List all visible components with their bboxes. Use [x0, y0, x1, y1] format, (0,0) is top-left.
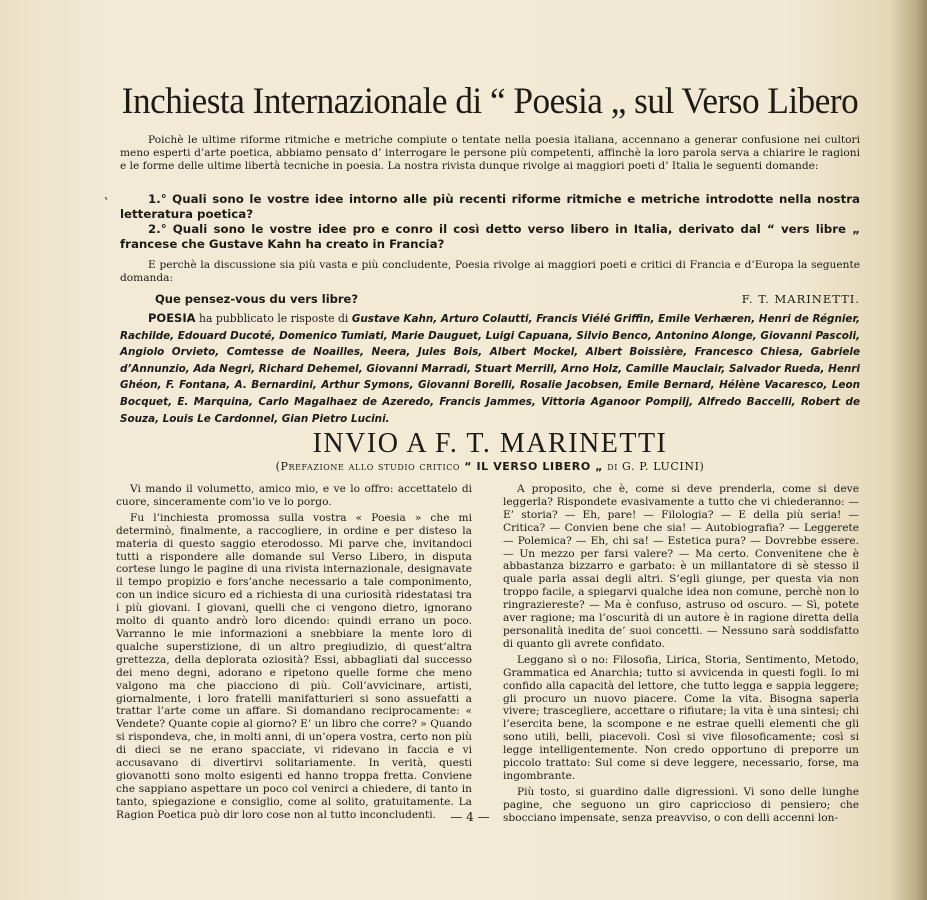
right-paragraph-3: Più tosto, si guardino dalle digressioni. Vi sono delle lunghe pagine, che seguono un giro capriccioso di pensiero; che sbocciano impensate, senza preavviso, o con delli accenni lon- — [503, 785, 859, 824]
respondents-list: Gustave Kahn, Arturo Colautti, Francis Viélé Griffin, Emile Verhæren, Henri de Régnier, Rachilde, Edouard Ducoté, Domenico Tumiati, Marie Dauguet, Luigi Capuana, Silvio Benco, Antonino Alonge, Giovanni Pascoli, Angiolo Orvieto, Comtesse de Noailles, Neera, Jules Bois, Albert Mockel, Albert Boissière, Francesco Chiesa, Gabriele d’Annunzio, Ada Negri, Richard Dehemel, Giovanni Marradi, Stuart Merrill, Arno Holz, Camille Mauclair, Salvador Rueda, Henri Ghéon, F. Fontana, A. Bernardini, Arthur Symons, Giovanni Borelli, Rosalie Jacobsen, Emile Bernard, Hélène Vacaresco, Leon Bocquet, E. Marquina, Carlo Magalhaez de Azeredo, Francis Jammes, Vittoria Aganoor Pompilj, Alfredo Baccelli, Robert de Souza, Louis Le Cardonnel, Gian Pietro Lucini. — [120, 313, 860, 425]
subtitle-post: di G. P. LUCINI) — [607, 460, 705, 473]
column-right — [503, 483, 859, 828]
column-left — [116, 483, 472, 825]
intro-text: Poichè le ultime riforme ritmiche e metriche compiute o tentate nella poesia italiana, accennano a generar confusione nei cultori meno esperti d’arte poetica, abbiamo pensato d’ interrogare le persone più competenti, affinchè la loro parola serva a chiarire le ragioni e le forme delle ultime libertà tecniche in poesia. La nostra rivista dunque rivolge ai maggiori poeti d’ Italia le seguenti domande: — [120, 134, 860, 173]
question-1 — [120, 192, 860, 222]
question-2 — [120, 222, 860, 252]
subtitle-pre: (Prefazione allo studio critico — [275, 460, 461, 473]
french-question-line — [120, 292, 860, 306]
question-2-text: 2.° Quali sono le vostre idee pro e conro il così detto verso libero in Italia, derivato dal “ vers libre „ francese che Gustave Kahn ha creato in Francia? — [120, 222, 860, 251]
signature: F. T. MARINETTI. — [741, 292, 860, 306]
respondents-paragraph — [120, 311, 860, 427]
poesia-text: ha pubblicato le risposte di — [199, 312, 349, 325]
question-1-text: 1.° Quali sono le vostre idee intorno alle più recenti riforme ritmiche e metriche introdotte nella nostra letteratura poetica? — [120, 192, 860, 221]
intro-2-paragraph — [120, 259, 860, 285]
section-title: INVIO A F. T. MARINETTI — [312, 428, 668, 459]
page-edge-shadow — [889, 0, 927, 900]
margin-mark: ʽ — [104, 195, 108, 209]
page-title: Inchiesta Internazionale di “ Poesia „ sul Verso Libero — [121, 81, 859, 122]
left-paragraph-2: Fu l’inchiesta promossa sulla vostra « Poesia » che mi determinò, finalmente, a raccogliere, in ordine e per disteso la materia di questo saggio eterodosso. Mi parve che, invitandoci tutti a rispondere alle domande sul Verso Libero, in disputa cortese lungo le pagine di una rivista internazionale, designavate il tempo propizio e fors’anche necessario a tale componimento, con un indice sicuro ed a richiesta di una curiosità ridestatasi tra i più giovani. I giovani, quelli che ci vengono dietro, ignorano molto di quanto andrò loro dicendo: quindi errano un poco. Varranno le mie informazioni a snebbiare la mente loro di qualche superstizione, di un altro pregiudizio, di quest’altra grettezza, della deplorata oziosità? Essi, abbagliati dal successo dei meno degni, adorano e ripetono quelle forme che meno valgono ma che piacciono di più. Coll’avvicinare, artisti, giornalmente, i loro fratelli manifatturieri si sono assuefatti a trattar l’arte come un affare. Si domandano reciprocamente: « Vendete? Quante copie al giorno? E’ un libro che corre? » Quando si rispondeva, che, in molti anni, di un’opera vostra, certo non più di dieci se ne erano spacciate, vi ridevano in faccia e vi accusavano di divertirvi solitariamente. In verità, questi giovanotti sono molto esigenti ed hanno troppa fretta. Conviene che sappiano aspettare un poco col venirci a chiedere, di tanto in tanto, spiegazione e consiglio, come al solito, gratuitamente. La Ragion Poetica può dir loro cose non al tutto inconcludenti. — [116, 511, 472, 821]
intro-paragraph — [120, 134, 860, 174]
right-paragraph-2: Leggano sì o no: Filosofia, Lirica, Storia, Sentimento, Metodo, Grammatica ed Anarchia; tutto si avvicenda in questi fogli. Io mi confido alla capacità del lettore, che tutto legga e sappia leggere; gli procuro un nuovo piacere. Come la vita. Bisogna saperla vivere; trascegliere, accettare o rifiutare; la vita è una sintesi; chi l’esercita bene, la scompone e ne estrae quelli elementi che gli sono utili, belli, piacevoli. Così si vive filosoficamente; così si legge intelligentemente. Non credo opportuno di preporre un piccolo trattato: Sul come si deve leggere, necessario, forse, ma ingombrante. — [503, 653, 859, 782]
french-question: Que pensez-vous du vers libre? — [155, 292, 359, 306]
section-subtitle — [120, 460, 860, 473]
poesia-lead: POESIA — [148, 311, 196, 325]
page-number: — 4 — — [450, 810, 490, 824]
right-paragraph-1: A proposito, che è, come si deve prenderla, come si deve leggerla? Rispondete evasivamente a tutto che vi chiederanno: — E’ storia? — Eh, pare! — Filologia? — E della più seria! — Critica? — Convien bene che sia! — Autobiografia? — Leggerete — Polemica? — Eh, chi sa! — Estetica pura? — Dovrebbe essere. — Un mezzo per farsi valere? — Ma certo. Convenitene che è abbastanza bizzarro e garbato: è un millantatore di sè stesso il quale parla assai degli altri. S’egli giunge, per questa via non troppo facile, a spiegarvi qualche idea non comune, perchè non lo ringraziereste? — Ma è confuso, astruso od oscuro. — Sì, potete aver ragione; ma l’oscurità di un autore è in ragione diretta della personalità inedita de’ suoi concetti. — Nessuno sarà soddisfatto di quanto gli avrete confidato. — [503, 483, 859, 650]
left-paragraph-1: Vi mando il volumetto, amico mio, e ve lo offro: accettatelo di cuore, sinceramente com’io ve lo porgo. — [116, 483, 472, 508]
intro-2-text: E perchè la discussione sia più vasta e più concludente, Poesia rivolge ai maggiori poeti e critici di Francia e d’Europa la seguente domanda: — [120, 259, 860, 285]
subtitle-bold: “ IL VERSO LIBERO „ — [464, 460, 604, 473]
